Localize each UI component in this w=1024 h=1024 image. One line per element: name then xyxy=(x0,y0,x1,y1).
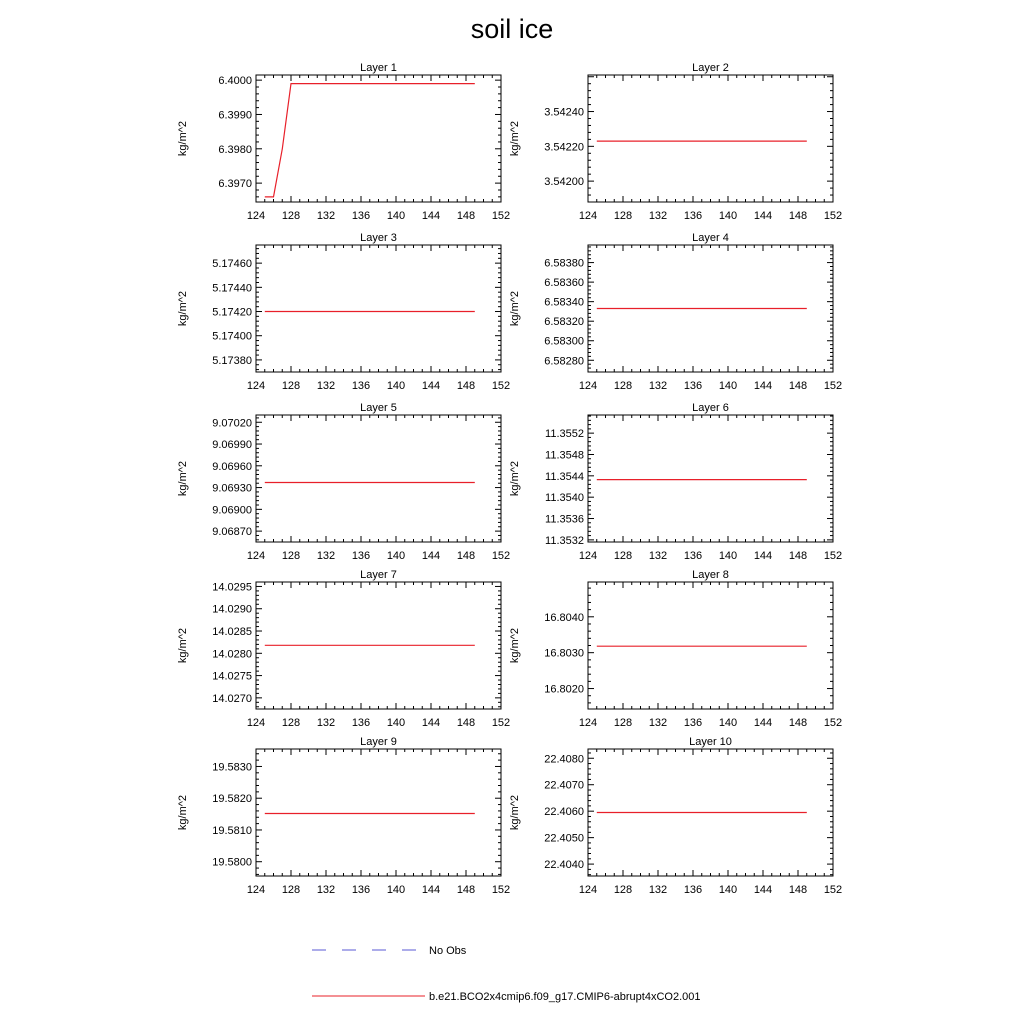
x-tick-label: 132 xyxy=(648,210,668,222)
x-tick-label: 140 xyxy=(718,550,738,562)
y-tick-label: 5.17380 xyxy=(212,354,252,367)
y-tick-label: 6.58300 xyxy=(544,335,584,348)
plot-frame xyxy=(588,582,833,709)
y-tick-label: 9.06870 xyxy=(212,526,252,539)
y-tick-label: 14.0275 xyxy=(212,670,252,683)
x-tick-label: 124 xyxy=(578,550,598,562)
panel-title: Layer 5 xyxy=(360,402,397,414)
panel-layer-5 xyxy=(177,402,510,562)
plot-frame xyxy=(588,75,833,202)
panel-layer-10 xyxy=(509,736,842,896)
series-line xyxy=(265,84,475,197)
x-tick-label: 132 xyxy=(316,717,336,729)
y-axis-label: kg/m^2 xyxy=(509,794,521,831)
x-tick-label: 152 xyxy=(491,550,511,562)
y-tick-label: 14.0295 xyxy=(212,581,252,594)
y-axis-label: kg/m^2 xyxy=(177,120,189,157)
y-tick-label: 9.06960 xyxy=(212,460,252,473)
x-tick-label: 152 xyxy=(823,380,843,392)
x-tick-label: 152 xyxy=(491,884,511,896)
panel-title: Layer 10 xyxy=(689,736,732,748)
y-tick-label: 9.06990 xyxy=(212,439,252,452)
y-tick-label: 19.5830 xyxy=(212,761,252,774)
x-tick-label: 148 xyxy=(788,717,808,729)
x-tick-label: 148 xyxy=(788,210,808,222)
x-tick-label: 136 xyxy=(351,550,371,562)
x-tick-label: 136 xyxy=(683,210,703,222)
y-tick-label: 9.07020 xyxy=(212,417,252,430)
x-tick-label: 140 xyxy=(386,380,406,392)
x-tick-label: 140 xyxy=(386,550,406,562)
panel-title: Layer 3 xyxy=(360,232,397,244)
x-tick-label: 144 xyxy=(421,380,441,392)
panel-layer-4 xyxy=(509,232,842,392)
x-tick-label: 128 xyxy=(281,210,301,222)
y-axis-label: kg/m^2 xyxy=(509,290,521,327)
x-tick-label: 144 xyxy=(753,884,773,896)
x-tick-label: 144 xyxy=(753,550,773,562)
x-tick-label: 148 xyxy=(456,380,476,392)
x-tick-label: 132 xyxy=(648,380,668,392)
y-tick-label: 11.3532 xyxy=(545,534,584,547)
y-tick-label: 16.8030 xyxy=(544,647,584,660)
x-tick-label: 152 xyxy=(823,210,843,222)
plot-frame xyxy=(256,245,501,372)
x-tick-label: 128 xyxy=(613,380,633,392)
x-tick-label: 144 xyxy=(421,717,441,729)
y-tick-label: 14.0290 xyxy=(212,603,252,616)
panel-title: Layer 2 xyxy=(692,62,729,74)
x-tick-label: 148 xyxy=(456,210,476,222)
y-axis-label: kg/m^2 xyxy=(177,460,189,497)
y-tick-label: 11.3536 xyxy=(545,513,584,526)
panel-layer-7 xyxy=(177,569,510,729)
y-tick-label: 22.4060 xyxy=(544,806,584,819)
x-tick-label: 140 xyxy=(718,380,738,392)
x-tick-label: 136 xyxy=(683,550,703,562)
x-tick-label: 132 xyxy=(648,717,668,729)
y-tick-label: 11.3548 xyxy=(545,449,584,462)
y-tick-label: 6.58360 xyxy=(544,277,584,290)
x-tick-label: 136 xyxy=(683,717,703,729)
x-tick-label: 144 xyxy=(421,884,441,896)
panel-layer-9 xyxy=(177,736,510,896)
x-tick-label: 148 xyxy=(788,550,808,562)
y-tick-label: 22.4080 xyxy=(544,753,584,766)
panel-layer-6 xyxy=(509,402,842,562)
y-tick-label: 6.3970 xyxy=(218,178,252,191)
x-tick-label: 132 xyxy=(316,380,336,392)
y-tick-label: 16.8020 xyxy=(544,683,584,696)
y-tick-label: 5.17440 xyxy=(212,282,252,295)
x-tick-label: 152 xyxy=(491,380,511,392)
x-tick-label: 148 xyxy=(788,884,808,896)
y-tick-label: 6.3990 xyxy=(218,109,252,122)
x-tick-label: 152 xyxy=(823,717,843,729)
y-axis-label: kg/m^2 xyxy=(177,794,189,831)
panel-title: Layer 4 xyxy=(692,232,729,244)
x-tick-label: 124 xyxy=(246,210,266,222)
x-tick-label: 152 xyxy=(491,717,511,729)
y-axis-label: kg/m^2 xyxy=(509,460,521,497)
x-tick-label: 152 xyxy=(823,550,843,562)
panel-title: Layer 6 xyxy=(692,402,729,414)
x-tick-label: 128 xyxy=(281,884,301,896)
x-tick-label: 148 xyxy=(456,717,476,729)
x-tick-label: 136 xyxy=(351,717,371,729)
y-tick-label: 3.54220 xyxy=(544,141,584,154)
y-tick-label: 16.8040 xyxy=(544,611,584,624)
x-tick-label: 136 xyxy=(683,380,703,392)
x-tick-label: 136 xyxy=(683,884,703,896)
panel-layer-1 xyxy=(177,62,510,222)
y-tick-label: 6.3980 xyxy=(218,143,252,156)
x-tick-label: 144 xyxy=(753,380,773,392)
y-tick-label: 11.3552 xyxy=(545,428,584,441)
panel-title: Layer 8 xyxy=(692,569,729,581)
x-tick-label: 124 xyxy=(246,550,266,562)
y-tick-label: 22.4050 xyxy=(544,832,584,845)
x-tick-label: 140 xyxy=(386,884,406,896)
y-tick-label: 19.5810 xyxy=(212,824,252,837)
y-axis-label: kg/m^2 xyxy=(509,627,521,664)
panel-layer-3 xyxy=(177,232,510,392)
plot-frame xyxy=(256,415,501,542)
y-tick-label: 22.4070 xyxy=(544,779,584,792)
x-tick-label: 140 xyxy=(718,884,738,896)
x-tick-label: 132 xyxy=(648,884,668,896)
x-tick-label: 128 xyxy=(613,550,633,562)
y-tick-label: 14.0285 xyxy=(212,626,252,639)
x-tick-label: 144 xyxy=(753,717,773,729)
x-tick-label: 124 xyxy=(578,380,598,392)
x-tick-label: 128 xyxy=(613,884,633,896)
panel-title: Layer 1 xyxy=(360,62,397,74)
y-tick-label: 9.06930 xyxy=(212,482,252,495)
panel-layer-8 xyxy=(509,569,842,729)
x-tick-label: 132 xyxy=(648,550,668,562)
x-tick-label: 124 xyxy=(246,380,266,392)
y-tick-label: 6.58380 xyxy=(544,257,584,270)
y-tick-label: 6.4000 xyxy=(218,75,252,88)
x-tick-label: 148 xyxy=(788,380,808,392)
x-tick-label: 152 xyxy=(491,210,511,222)
y-tick-label: 6.58340 xyxy=(544,296,584,309)
y-tick-label: 19.5800 xyxy=(212,856,252,869)
x-tick-label: 124 xyxy=(578,717,598,729)
x-tick-label: 148 xyxy=(456,884,476,896)
x-tick-label: 136 xyxy=(351,380,371,392)
x-tick-label: 128 xyxy=(613,210,633,222)
panel-title: Layer 9 xyxy=(360,736,397,748)
plot-frame xyxy=(588,415,833,542)
y-tick-label: 19.5820 xyxy=(212,793,252,806)
x-tick-label: 144 xyxy=(421,550,441,562)
panel-layer-2 xyxy=(509,62,842,222)
x-tick-label: 132 xyxy=(316,884,336,896)
plot-frame xyxy=(256,749,501,876)
y-tick-label: 3.54240 xyxy=(544,106,584,119)
y-axis-label: kg/m^2 xyxy=(177,290,189,327)
y-tick-label: 11.3540 xyxy=(545,492,584,505)
y-tick-label: 3.54200 xyxy=(544,176,584,189)
legend-model-label: b.e21.BCO2x4cmip6.f09_g17.CMIP6-abrupt4xCO2.001 xyxy=(429,991,701,1003)
x-tick-label: 136 xyxy=(351,884,371,896)
y-tick-label: 6.58280 xyxy=(544,355,584,368)
x-tick-label: 140 xyxy=(386,210,406,222)
legend xyxy=(312,945,701,1003)
panel-title: Layer 7 xyxy=(360,569,397,581)
y-tick-label: 14.0270 xyxy=(212,692,252,705)
y-axis-label: kg/m^2 xyxy=(509,120,521,157)
x-tick-label: 144 xyxy=(753,210,773,222)
plot-frame xyxy=(256,75,501,202)
x-tick-label: 140 xyxy=(718,210,738,222)
y-tick-label: 9.06900 xyxy=(212,504,252,517)
x-tick-label: 124 xyxy=(246,884,266,896)
x-tick-label: 128 xyxy=(281,380,301,392)
y-tick-label: 5.17420 xyxy=(212,306,252,319)
legend-obs-label: No Obs xyxy=(429,945,467,957)
x-tick-label: 152 xyxy=(823,884,843,896)
x-tick-label: 136 xyxy=(351,210,371,222)
x-tick-label: 140 xyxy=(718,717,738,729)
y-axis-label: kg/m^2 xyxy=(177,627,189,664)
y-tick-label: 6.58320 xyxy=(544,316,584,329)
y-tick-label: 22.4040 xyxy=(544,859,584,872)
figure-title: soil ice xyxy=(470,14,554,44)
x-tick-label: 140 xyxy=(386,717,406,729)
y-tick-label: 14.0280 xyxy=(212,648,252,661)
x-tick-label: 144 xyxy=(421,210,441,222)
x-tick-label: 128 xyxy=(281,717,301,729)
x-tick-label: 124 xyxy=(246,717,266,729)
y-tick-label: 5.17460 xyxy=(212,258,252,271)
x-tick-label: 124 xyxy=(578,884,598,896)
x-tick-label: 148 xyxy=(456,550,476,562)
x-tick-label: 128 xyxy=(613,717,633,729)
x-tick-label: 132 xyxy=(316,210,336,222)
x-tick-label: 124 xyxy=(578,210,598,222)
y-tick-label: 11.3544 xyxy=(545,470,584,483)
y-tick-label: 5.17400 xyxy=(212,330,252,343)
x-tick-label: 128 xyxy=(281,550,301,562)
panels-group xyxy=(177,62,842,896)
x-tick-label: 132 xyxy=(316,550,336,562)
